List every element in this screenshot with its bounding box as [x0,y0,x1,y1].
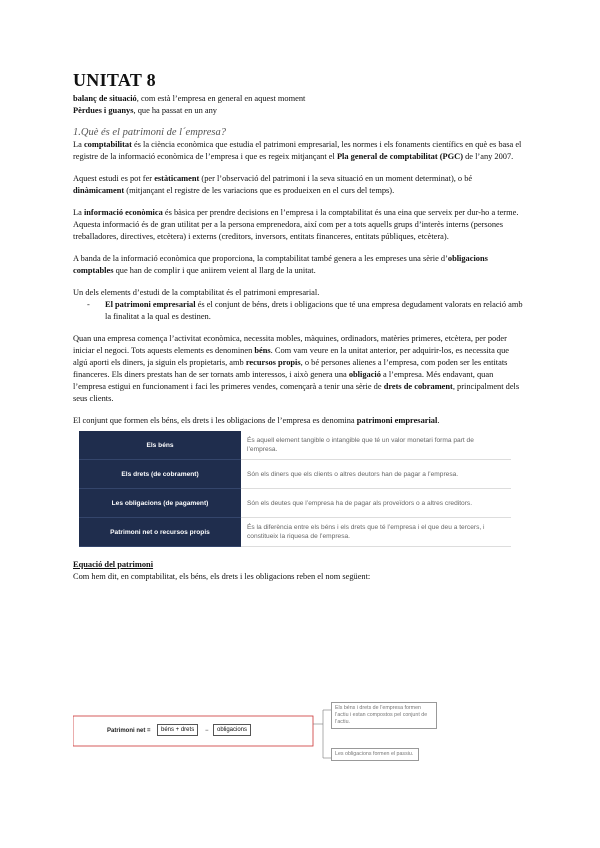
paragraph-informacio [73,207,525,243]
table-term: Patrimoni net o recursos propis [79,518,241,547]
section-heading: 1.Què és el patrimoni de l´empresa? [73,127,226,138]
diagram-lines [73,702,533,772]
equation-lhs: Patrimoni net = [107,728,151,734]
table-row [79,518,511,547]
text: a l’empresa. Més endavant, quan l’empresa estigui en funcionament i faci les primeres vendes, començarà a tenir una sèrie de [73,370,494,391]
text: La [73,208,84,217]
text: La [73,140,84,149]
bold-term: béns [254,346,271,355]
bullet-text [105,299,525,323]
text: , principalment dels seus clients. [73,382,520,403]
table-term: Els drets (de cobrament) [79,460,241,489]
paragraph-empresa [73,333,525,405]
table-row [79,431,511,460]
text: que han de complir i que aniirem veient al llarg de la unitat. [113,266,316,275]
diagram-note-passiu: Les obligacions formen el passiu. [331,748,419,761]
text: Aquest estudi es pot fer [73,174,155,183]
equation-box-obligacions: obligacions [213,724,251,736]
bold-term: recursos propis [245,358,301,367]
bold-term: informació econòmica [83,208,163,217]
table-term: Les obligacions (de pagament) [79,489,241,518]
subtitle-line-1-bold: balanç de situació [73,94,137,103]
text: (mitjançant el registre de les variacions que es produeixen en el curs del temps). [124,186,395,195]
table-definition: És la diferència entre els béns i els drets que té l’empresa i el que deu a tercers, i constitueix la riquesa de l’empresa. [241,518,511,547]
bullet-item [87,299,525,323]
equation-box-bens-drets: béns + drets [157,724,198,736]
subtitle-line-2-bold: Pèrdues i guanys [73,106,134,115]
text: (per l’observació del patrimoni i la seva situació en un moment determinat), o bé [199,174,473,183]
bullet-dash: - [87,300,90,309]
text: A banda de la informació econòmica que proporciona, la comptabilitat també genera a les empreses una sèrie d’ [73,254,448,263]
text: . Com vam veure en la unitat anterior, per adquirir-los, es necessita que algú aporti els diners, ja siguin els propietaris, amb [73,346,510,367]
page-title: UNITAT 8 [73,70,156,90]
table-definition: És aquell element tangible o intangible que té un valor monetari forma part de l’empresa. [241,431,511,460]
bold-term: estàticament [154,174,200,183]
text: és bàsica per prendre decisions en l’empresa i la comptabilitat és una eina que serveix per dur-ho a terme. Aquesta informació és de gran utilitat per a la persona emprenedora, així com per a tots aquells grups d’interès interns (persones treballadores, directives, etcètera) i externs (creditors, inversors, entitats financeres, entitats públiques, etcètera). [73,208,519,241]
diagram-note-actiu: Els béns i drets de l’empresa formen l’actiu i estan compostos pel conjunt de l’actiu. [331,702,437,729]
table-definition: Són els diners que els clients o altres deutors han de pagar a l’empresa. [241,460,511,489]
bold-term: drets de cobrament [383,382,453,391]
equation-minus: − [205,728,209,734]
bold-heading: Equació del patrimoni [73,560,154,569]
paragraph-estudi [73,173,525,197]
bold-term: obligació [348,370,381,379]
concepts-table [79,431,511,547]
text: El conjunt que formen els béns, els drets i les obligacions de l’empresa es denomina [73,416,357,425]
text: , o bé persones alienes a l’empresa, com poden ser les entitats financeres. Els diners prestats han de ser tornats amb interessos, i això genera una [73,358,508,379]
paragraph-conjunt [73,415,525,427]
patrimoni-equation-diagram [73,702,533,772]
subtitle-line-2-rest: , que ha passat en un any [133,106,217,115]
subtitle-line-2 [73,105,525,117]
text: de l’any 2007. [463,152,514,161]
text: és la ciència econòmica que estudia el patrimoni empresarial, les normes i els fonaments científics en què es basa el registre de la informació econòmica de l’empresa i que es regeix mitjançant el [73,140,522,161]
subtitle-line-1-rest: , com està l’empresa en general en aquest moment [136,94,306,103]
paragraph-equacio-intro: Com hem dit, en comptabilitat, els béns, els drets i les obligacions reben el nom següent: [73,572,371,581]
paragraph-comptabilitat [73,139,525,163]
table-definition: Són els deutes que l’empresa ha de pagar als proveïdors o a altres creditors. [241,489,511,518]
bold-term: El patrimoni empresarial [105,300,196,309]
bold-term: Pla general de comptabilitat (PGC) [336,152,464,161]
bold-term: patrimoni empresarial [356,416,438,425]
table-row [79,489,511,518]
text: . [437,416,440,425]
document-page [73,70,525,583]
subtitle-line-1 [73,93,525,105]
text: és el conjunt de béns, drets i obligacions que té una empresa degudament valorats en relació amb la finalitat a la qual es destinen. [105,300,523,321]
table-term: Els béns [79,431,241,460]
bold-term: dinàmicament [73,186,125,195]
section-heading-equacio [73,559,525,571]
bold-term: obligacions comptables [73,254,488,275]
paragraph-elements: Un dels elements d’estudi de la comptabilitat és el patrimoni empresarial. [73,288,320,297]
paragraph-obligacions [73,253,525,277]
text: Quan una empresa comença l’activitat econòmica, necessita mobles, màquines, ordinadors, matèries primeres, etcètera, per poder iniciar el negoci. Tots aquests elements es denominen [73,334,507,355]
table-row [79,460,511,489]
bold-term: comptabilitat [83,140,132,149]
